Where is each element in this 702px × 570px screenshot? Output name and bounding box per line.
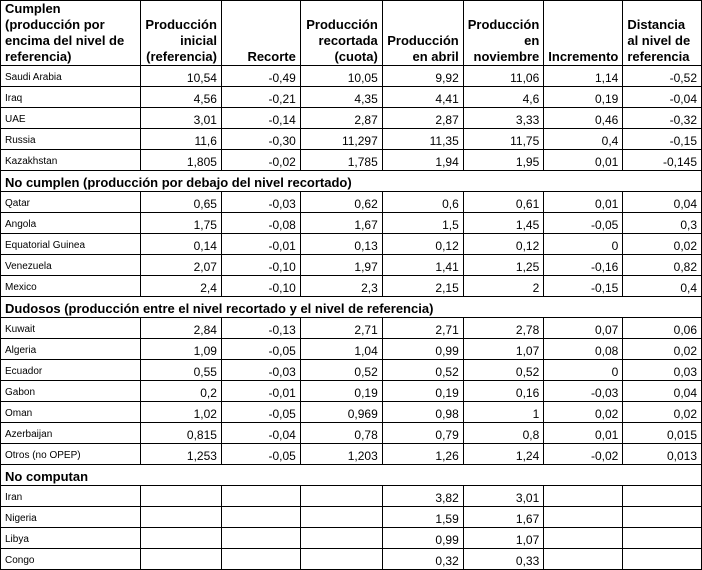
value-cell: 0,78 bbox=[300, 423, 382, 444]
value-cell: 0,82 bbox=[623, 255, 702, 276]
value-cell: 0,3 bbox=[623, 213, 702, 234]
table-row bbox=[1, 423, 702, 444]
country-name-cell: Venezuela bbox=[1, 255, 141, 276]
value-cell: -0,32 bbox=[623, 108, 702, 129]
header-cell: Distancia al nivel de referencia bbox=[623, 1, 702, 66]
value-cell: 1,253 bbox=[141, 444, 222, 465]
value-cell bbox=[221, 549, 300, 570]
table-row bbox=[1, 444, 702, 465]
country-name-cell: UAE bbox=[1, 108, 141, 129]
country-name-cell: Gabon bbox=[1, 381, 141, 402]
value-cell: 1,45 bbox=[463, 213, 544, 234]
value-cell: 0,03 bbox=[623, 360, 702, 381]
value-cell bbox=[221, 486, 300, 507]
value-cell: 0,06 bbox=[623, 318, 702, 339]
value-cell: 1,04 bbox=[300, 339, 382, 360]
value-cell: 3,01 bbox=[141, 108, 222, 129]
value-cell: -0,15 bbox=[623, 129, 702, 150]
value-cell: 0,08 bbox=[544, 339, 623, 360]
value-cell: 1,41 bbox=[382, 255, 463, 276]
value-cell: 0,79 bbox=[382, 423, 463, 444]
value-cell: 1,95 bbox=[463, 150, 544, 171]
value-cell bbox=[623, 507, 702, 528]
table-row bbox=[1, 150, 702, 171]
table-row bbox=[1, 108, 702, 129]
value-cell: 1,24 bbox=[463, 444, 544, 465]
value-cell: 1,07 bbox=[463, 528, 544, 549]
value-cell: -0,04 bbox=[623, 87, 702, 108]
value-cell: 0,815 bbox=[141, 423, 222, 444]
value-cell bbox=[544, 528, 623, 549]
value-cell: 1,25 bbox=[463, 255, 544, 276]
value-cell: -0,05 bbox=[221, 339, 300, 360]
value-cell: -0,05 bbox=[221, 444, 300, 465]
value-cell: 2,4 bbox=[141, 276, 222, 297]
value-cell: 0,52 bbox=[463, 360, 544, 381]
value-cell: 0,19 bbox=[544, 87, 623, 108]
value-cell: -0,03 bbox=[221, 192, 300, 213]
value-cell: 0,4 bbox=[544, 129, 623, 150]
value-cell: -0,49 bbox=[221, 66, 300, 87]
value-cell: 2,71 bbox=[300, 318, 382, 339]
value-cell: 1,805 bbox=[141, 150, 222, 171]
table-row bbox=[1, 318, 702, 339]
value-cell: 1,67 bbox=[300, 213, 382, 234]
value-cell: 0,07 bbox=[544, 318, 623, 339]
header-cell: Producción inicial (referencia) bbox=[141, 1, 222, 66]
country-name-cell: Nigeria bbox=[1, 507, 141, 528]
value-cell bbox=[544, 507, 623, 528]
table-row bbox=[1, 528, 702, 549]
header-cell: Producción en abril bbox=[382, 1, 463, 66]
table-row bbox=[1, 486, 702, 507]
value-cell: -0,30 bbox=[221, 129, 300, 150]
value-cell: 0,99 bbox=[382, 528, 463, 549]
value-cell bbox=[141, 486, 222, 507]
country-name-cell: Iran bbox=[1, 486, 141, 507]
header-cell: Incremento bbox=[544, 1, 623, 66]
table-row bbox=[1, 192, 702, 213]
section-header-row bbox=[1, 171, 702, 192]
country-name-cell: Saudi Arabia bbox=[1, 66, 141, 87]
table-row bbox=[1, 381, 702, 402]
value-cell: 3,33 bbox=[463, 108, 544, 129]
value-cell bbox=[544, 549, 623, 570]
value-cell: 0,04 bbox=[623, 381, 702, 402]
value-cell: 9,92 bbox=[382, 66, 463, 87]
table-row bbox=[1, 507, 702, 528]
table-row bbox=[1, 255, 702, 276]
country-name-cell: Algeria bbox=[1, 339, 141, 360]
table-row bbox=[1, 276, 702, 297]
value-cell bbox=[141, 507, 222, 528]
value-cell: -0,10 bbox=[221, 255, 300, 276]
table-row bbox=[1, 129, 702, 150]
value-cell bbox=[300, 549, 382, 570]
value-cell: 1 bbox=[463, 402, 544, 423]
value-cell: 0,969 bbox=[300, 402, 382, 423]
country-name-cell: Russia bbox=[1, 129, 141, 150]
value-cell: 11,75 bbox=[463, 129, 544, 150]
value-cell: 4,6 bbox=[463, 87, 544, 108]
value-cell bbox=[300, 528, 382, 549]
header-cell: Recorte bbox=[221, 1, 300, 66]
value-cell bbox=[221, 528, 300, 549]
value-cell: 0,65 bbox=[141, 192, 222, 213]
section-title: No computan bbox=[1, 465, 702, 486]
value-cell: 0,99 bbox=[382, 339, 463, 360]
country-name-cell: Iraq bbox=[1, 87, 141, 108]
value-cell: -0,01 bbox=[221, 381, 300, 402]
header-row bbox=[1, 1, 702, 66]
value-cell: 0,33 bbox=[463, 549, 544, 570]
value-cell: -0,21 bbox=[221, 87, 300, 108]
value-cell: -0,52 bbox=[623, 66, 702, 87]
value-cell: -0,05 bbox=[221, 402, 300, 423]
value-cell: -0,03 bbox=[221, 360, 300, 381]
value-cell: 1,67 bbox=[463, 507, 544, 528]
value-cell: 1,785 bbox=[300, 150, 382, 171]
value-cell: 0,02 bbox=[623, 339, 702, 360]
table-row bbox=[1, 66, 702, 87]
value-cell: 2,15 bbox=[382, 276, 463, 297]
value-cell bbox=[300, 486, 382, 507]
value-cell: 0,13 bbox=[300, 234, 382, 255]
value-cell bbox=[300, 507, 382, 528]
value-cell: 2,3 bbox=[300, 276, 382, 297]
value-cell: 4,41 bbox=[382, 87, 463, 108]
country-name-cell: Angola bbox=[1, 213, 141, 234]
value-cell: 2 bbox=[463, 276, 544, 297]
value-cell: 0,52 bbox=[382, 360, 463, 381]
value-cell: -0,03 bbox=[544, 381, 623, 402]
table-row bbox=[1, 549, 702, 570]
value-cell: 1,59 bbox=[382, 507, 463, 528]
value-cell: 11,35 bbox=[382, 129, 463, 150]
value-cell: 0,01 bbox=[544, 192, 623, 213]
value-cell: 4,35 bbox=[300, 87, 382, 108]
table-body bbox=[1, 66, 702, 570]
value-cell: 10,05 bbox=[300, 66, 382, 87]
value-cell bbox=[623, 528, 702, 549]
value-cell: 0,55 bbox=[141, 360, 222, 381]
value-cell: 1,203 bbox=[300, 444, 382, 465]
value-cell: 1,75 bbox=[141, 213, 222, 234]
table-row bbox=[1, 402, 702, 423]
value-cell: 1,5 bbox=[382, 213, 463, 234]
value-cell: -0,01 bbox=[221, 234, 300, 255]
value-cell: 1,09 bbox=[141, 339, 222, 360]
country-name-cell: Libya bbox=[1, 528, 141, 549]
value-cell: 0,4 bbox=[623, 276, 702, 297]
value-cell: 0,19 bbox=[300, 381, 382, 402]
country-name-cell: Kuwait bbox=[1, 318, 141, 339]
value-cell: 1,97 bbox=[300, 255, 382, 276]
value-cell: 0 bbox=[544, 234, 623, 255]
value-cell: 4,56 bbox=[141, 87, 222, 108]
value-cell: 0,2 bbox=[141, 381, 222, 402]
value-cell: 0,015 bbox=[623, 423, 702, 444]
value-cell: 11,297 bbox=[300, 129, 382, 150]
value-cell: 0 bbox=[544, 360, 623, 381]
value-cell: 1,26 bbox=[382, 444, 463, 465]
value-cell: 0,46 bbox=[544, 108, 623, 129]
value-cell: -0,04 bbox=[221, 423, 300, 444]
country-name-cell: Ecuador bbox=[1, 360, 141, 381]
section-title: No cumplen (producción por debajo del nivel recortado) bbox=[1, 171, 702, 192]
country-name-cell: Oman bbox=[1, 402, 141, 423]
value-cell: 0,61 bbox=[463, 192, 544, 213]
value-cell: -0,14 bbox=[221, 108, 300, 129]
table-row bbox=[1, 234, 702, 255]
value-cell: 0,62 bbox=[300, 192, 382, 213]
value-cell: -0,02 bbox=[544, 444, 623, 465]
value-cell: 0,16 bbox=[463, 381, 544, 402]
value-cell: -0,16 bbox=[544, 255, 623, 276]
value-cell bbox=[221, 507, 300, 528]
value-cell: 0,98 bbox=[382, 402, 463, 423]
country-name-cell: Mexico bbox=[1, 276, 141, 297]
value-cell bbox=[544, 486, 623, 507]
value-cell: 0,02 bbox=[544, 402, 623, 423]
table-row bbox=[1, 213, 702, 234]
value-cell: 2,71 bbox=[382, 318, 463, 339]
value-cell: 2,07 bbox=[141, 255, 222, 276]
value-cell: 0,14 bbox=[141, 234, 222, 255]
value-cell: -0,08 bbox=[221, 213, 300, 234]
value-cell: 1,02 bbox=[141, 402, 222, 423]
value-cell: 11,06 bbox=[463, 66, 544, 87]
country-name-cell: Azerbaijan bbox=[1, 423, 141, 444]
value-cell: 0,6 bbox=[382, 192, 463, 213]
value-cell: -0,13 bbox=[221, 318, 300, 339]
value-cell: 0,04 bbox=[623, 192, 702, 213]
country-name-cell: Kazakhstan bbox=[1, 150, 141, 171]
value-cell bbox=[141, 549, 222, 570]
value-cell bbox=[623, 486, 702, 507]
value-cell: 0,01 bbox=[544, 150, 623, 171]
header-cell: Cumplen (producción por encima del nivel de referencia) bbox=[1, 1, 141, 66]
header-cell: Producción en noviembre bbox=[463, 1, 544, 66]
table-row bbox=[1, 87, 702, 108]
value-cell: 1,94 bbox=[382, 150, 463, 171]
value-cell: 0,52 bbox=[300, 360, 382, 381]
value-cell: 3,82 bbox=[382, 486, 463, 507]
value-cell: 0,12 bbox=[382, 234, 463, 255]
value-cell: 0,02 bbox=[623, 234, 702, 255]
section-header-row bbox=[1, 297, 702, 318]
value-cell: 2,84 bbox=[141, 318, 222, 339]
country-name-cell: Otros (no OPEP) bbox=[1, 444, 141, 465]
value-cell: 2,87 bbox=[382, 108, 463, 129]
value-cell: 0,01 bbox=[544, 423, 623, 444]
header-cell: Producción recortada (cuota) bbox=[300, 1, 382, 66]
value-cell: -0,10 bbox=[221, 276, 300, 297]
value-cell: 11,6 bbox=[141, 129, 222, 150]
value-cell: -0,145 bbox=[623, 150, 702, 171]
value-cell: 10,54 bbox=[141, 66, 222, 87]
value-cell: 0,12 bbox=[463, 234, 544, 255]
section-title: Dudosos (producción entre el nivel recortado y el nivel de referencia) bbox=[1, 297, 702, 318]
value-cell: -0,15 bbox=[544, 276, 623, 297]
value-cell: 0,8 bbox=[463, 423, 544, 444]
value-cell: 0,32 bbox=[382, 549, 463, 570]
section-header-row bbox=[1, 465, 702, 486]
table-row bbox=[1, 360, 702, 381]
value-cell: -0,05 bbox=[544, 213, 623, 234]
value-cell bbox=[623, 549, 702, 570]
country-name-cell: Congo bbox=[1, 549, 141, 570]
value-cell: -0,02 bbox=[221, 150, 300, 171]
country-name-cell: Qatar bbox=[1, 192, 141, 213]
value-cell: 2,78 bbox=[463, 318, 544, 339]
value-cell: 1,14 bbox=[544, 66, 623, 87]
value-cell: 1,07 bbox=[463, 339, 544, 360]
country-name-cell: Equatorial Guinea bbox=[1, 234, 141, 255]
value-cell: 3,01 bbox=[463, 486, 544, 507]
value-cell: 2,87 bbox=[300, 108, 382, 129]
table-row bbox=[1, 339, 702, 360]
value-cell: 0,013 bbox=[623, 444, 702, 465]
value-cell bbox=[141, 528, 222, 549]
value-cell: 0,02 bbox=[623, 402, 702, 423]
value-cell: 0,19 bbox=[382, 381, 463, 402]
